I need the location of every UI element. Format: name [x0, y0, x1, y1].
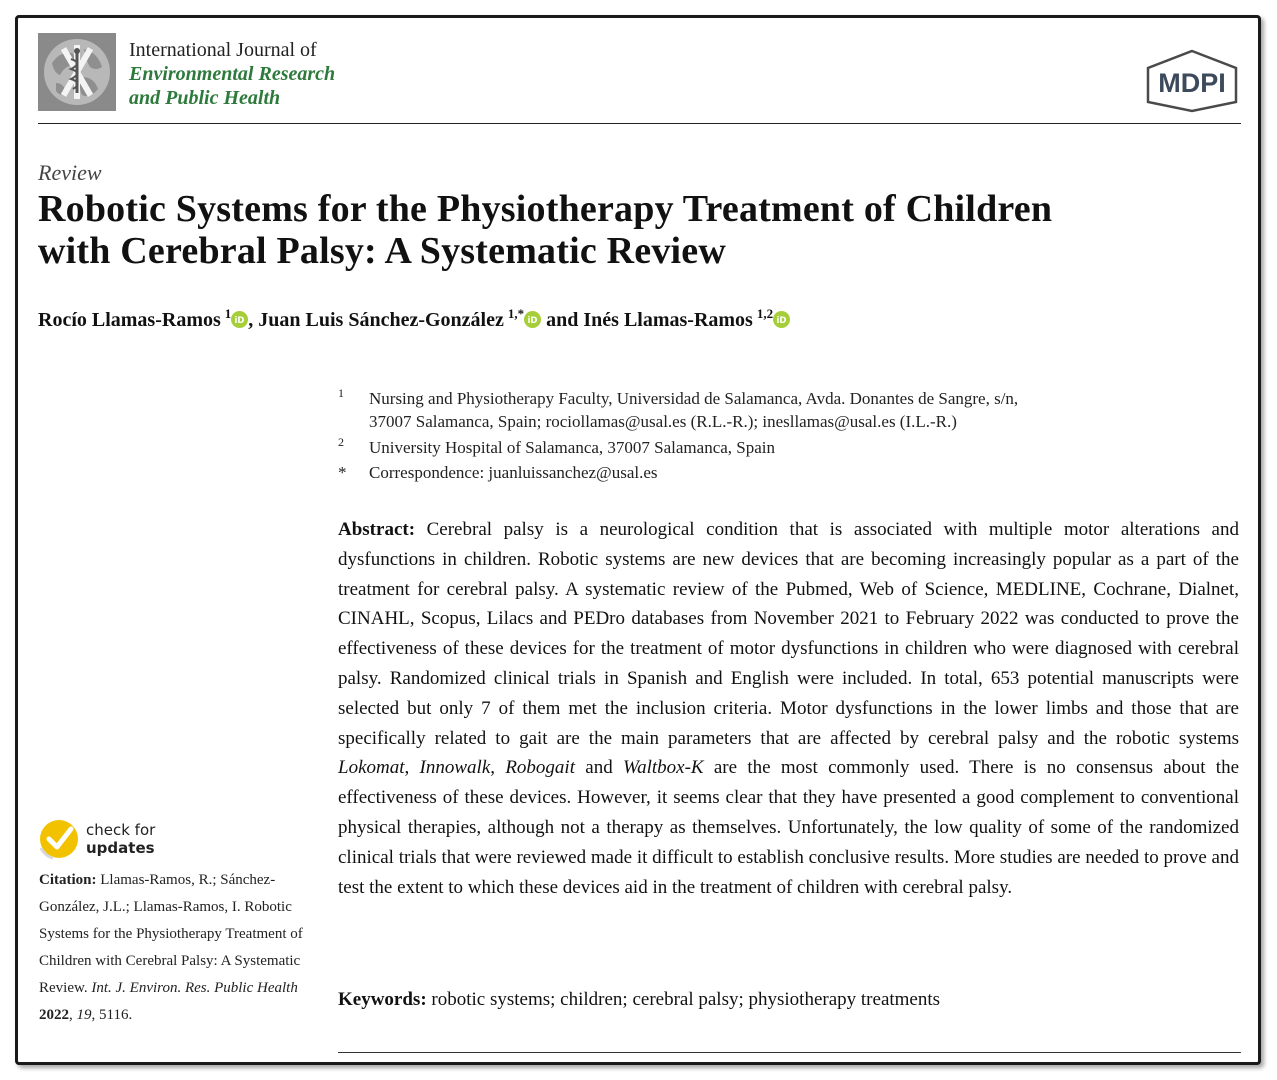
page-frame — [15, 15, 1261, 1065]
citation-year: 2022 — [39, 1007, 69, 1023]
journal-name-line1: International Journal of — [129, 39, 317, 61]
citation-pages: , 5116. — [91, 1007, 133, 1023]
citation-label: Citation: — [39, 872, 97, 888]
article-type: Review — [38, 160, 102, 185]
journal-name — [129, 38, 335, 110]
article-title-line2: with Cerebral Palsy: A Systematic Review — [38, 230, 727, 272]
svg-text:iD: iD — [527, 315, 538, 326]
citation-journal: Int. J. Environ. Res. Public Health — [91, 980, 298, 996]
correspondence-line: Correspondence: juanluissanchez@usal.es — [369, 463, 658, 482]
check-for-updates-text — [86, 821, 155, 857]
author-name: Inés Llamas-Ramos — [583, 309, 753, 331]
check-for-updates-badge[interactable] — [39, 818, 169, 862]
keywords-text: robotic systems; children; cerebral palsy; physiotherapy treatments — [426, 989, 941, 1010]
citation — [39, 867, 311, 1029]
author-separator: and — [541, 309, 584, 331]
bottom-divider — [338, 1052, 1241, 1053]
affiliation-1-line2: 37007 Salamanca, Spain; rociollamas@usal.es (R.L.-R.); inesllamas@usal.es (I.L.-R.) — [369, 412, 957, 431]
citation-text: Llamas-Ramos, R.; Sánchez-González, J.L.; Llamas-Ramos, I. Robotic Systems for the Physiotherapy Treatment of Children with Cerebral Palsy: A Systematic Review. — [39, 872, 303, 996]
correspondence-mark: * — [338, 463, 347, 482]
article-title-line1: Robotic Systems for the Physiotherapy Treatment of Children — [38, 188, 1053, 230]
author-list — [38, 306, 790, 332]
device-name: Waltbox-K — [623, 757, 704, 779]
keywords — [338, 989, 1239, 1011]
checkmark-badge-icon — [39, 818, 79, 860]
device-name: Lokomat — [338, 757, 405, 779]
device-name: Robogait — [505, 757, 575, 779]
citation-sep: , — [69, 1007, 77, 1023]
article-title — [38, 188, 1238, 272]
orcid-icon[interactable] — [524, 311, 541, 328]
orcid-icon[interactable] — [231, 311, 248, 328]
check-for-updates-line1: check for — [86, 821, 156, 839]
affiliation-2-line1: University Hospital of Salamanca, 37007 Salamanca, Spain — [369, 438, 776, 457]
author-name: Juan Luis Sánchez-González — [258, 309, 504, 331]
abstract-sep: and — [574, 757, 623, 779]
orcid-icon[interactable] — [773, 311, 790, 328]
author-separator: , — [248, 309, 259, 331]
citation-volume: 19 — [76, 1007, 92, 1023]
mdpi-logo-text: MDPI — [1158, 68, 1226, 98]
svg-text:iD: iD — [776, 315, 787, 326]
author-name: Rocío Llamas-Ramos — [38, 309, 221, 331]
header-divider — [38, 123, 1241, 124]
abstract-text-2: are the most commonly used. There is no consensus about the effectiveness of these devices. However, it seems clear that they have presented a good complement to conventional physical therapies, although not a therapy as themselves. Unfortunately, the low quality of some of the randomized clinical trials that were reviewed made it difficult to establish conclusive results. More studies are needed to prove and test the extent to which these devices aid in the treatment of children with cerebral palsy. — [338, 757, 1240, 898]
journal-name-line3: and Public Health — [129, 87, 281, 109]
abstract-sep: , — [490, 757, 506, 779]
abstract-sep: , — [404, 757, 420, 779]
affiliation-1-mark: 1 — [338, 386, 344, 400]
affiliation-1-line1: Nursing and Physiotherapy Faculty, Universidad de Salamanca, Avda. Donantes de Sangre, s/n, — [369, 389, 1019, 408]
keywords-label: Keywords: — [338, 989, 427, 1010]
mdpi-logo-icon — [1143, 48, 1241, 114]
check-for-updates-line2: updates — [86, 839, 155, 857]
author-affiliation-sup: 1 — [224, 306, 232, 321]
svg-text:iD: iD — [234, 315, 245, 326]
journal-name-line2: Environmental Research — [129, 63, 336, 85]
affiliation-2-mark: 2 — [338, 435, 344, 449]
abstract-label: Abstract: — [338, 519, 416, 540]
abstract-text-1: Cerebral palsy is a neurological condition that is associated with multiple motor alterations and dysfunctions in children. Robotic systems are new devices that are becoming increasingly popular as a part of the treatment for cerebral palsy. A systematic review of the Pubmed, Web of Science, MEDLINE, Cochrane, Dialnet, CINAHL, Scopus, Lilacs and PEDro databases from November 2021 to February 2022 was conducted to prove the effectiveness of these devices for the treatment of motor dysfunctions in children who were diagnosed with cerebral palsy. Randomized clinical trials in Spanish and English were included. In total, 653 potential manuscripts were selected but only 7 of them met the inclusion criteria. Motor dysfunctions in the lower limbs and those that are specifically related to gait are the main parameters that are affected by cerebral palsy and the robotic systems — [338, 519, 1239, 749]
author-affiliation-sup: 1,* — [507, 306, 525, 321]
author-affiliation-sup: 1,2 — [756, 306, 774, 321]
journal-globe-logo-icon — [38, 33, 116, 111]
abstract — [338, 515, 1239, 902]
device-name: Innowalk — [419, 757, 491, 779]
